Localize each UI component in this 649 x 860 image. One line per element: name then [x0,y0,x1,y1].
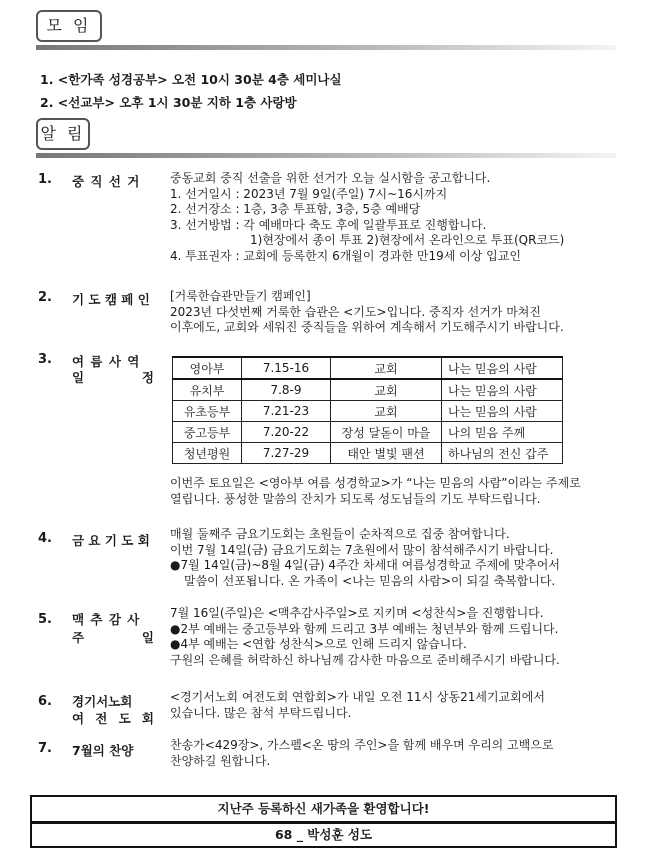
table-cell: 영아부 [173,357,242,379]
table-cell: 7.15-16 [242,357,331,379]
table-cell: 중고등부 [173,422,242,443]
notice-number: 3. [38,352,52,367]
notice-line: 이번주 토요일은 <영아부 여름 성경학교>가 “나는 믿음의 사람”이라는 주제로 [170,476,581,490]
table-cell: 7.27-29 [242,443,331,464]
welcome-banner: 지난주 등록하신 새가족을 환영합니다! [30,795,617,823]
meeting-item: 2. <선교부> 오후 1시 30분 지하 1층 사랑방 [40,95,297,110]
notice-title: 주 일 [72,630,154,645]
new-member-banner: 68 _ 박성훈 성도 [30,822,617,848]
notice-title: 일 정 [72,370,154,385]
notice-title: 여 름 사 역 [72,354,141,369]
table-cell: 교회 [331,401,442,422]
table-row [173,401,563,422]
notice-line: 2023년 다섯번째 거룩한 습관은 <기도>입니다. 중직자 선거가 마쳐진 [170,304,541,319]
notice-title: 경기서노회 [72,694,133,709]
notice-line: 찬송가<429장>, 가스펠<온 땅의 주인>을 함께 배우며 우리의 고백으로 [170,738,554,752]
table-row [173,443,563,464]
section-rule [36,45,616,50]
notice-line: 있습니다. 많은 참석 부탁드립니다. [170,705,352,720]
notice-body [170,738,553,769]
notice-title: 기 도 캠 페 인 [72,292,150,307]
notice-title: 맥 추 감 사 [72,612,141,627]
notice-line: 말씀이 선포됩니다. 온 가족이 <나는 믿음의 사람>이 되길 축복합니다. [184,573,556,588]
notice-body [170,476,581,507]
notice-line: 매월 둘째주 금요기도회는 초원들이 순차적으로 집중 참여합니다. [170,527,510,541]
table-cell: 7.20-22 [242,422,331,443]
notice-line: 구원의 은혜를 허락하신 하나님께 감사한 마음으로 준비해주시기 바랍니다. [170,652,560,667]
notice-line: 이후에도, 교회와 세워진 중직들을 위하여 계속해서 기도해주시기 바랍니다. [170,320,564,334]
table-cell: 유초등부 [173,401,242,422]
notice-title: 금 요 기 도 회 [72,533,150,548]
notice-line: ●2부 예배는 중고등부와 함께 드리고 3부 예배는 청년부와 함께 드립니다. [170,621,559,636]
notice-body [170,289,564,336]
table-cell: 하나님의 전신 갑주 [442,443,563,464]
notice-title: 7월의 찬양 [72,743,134,758]
notice-body [170,690,545,721]
table-cell: 7.8-9 [242,379,331,401]
notice-line: 4. 투표권자 : 교회에 등록한지 6개월이 경과한 만19세 이상 입교인 [170,248,521,263]
table-row [173,422,563,443]
table-cell: 7.21-23 [242,401,331,422]
notice-number: 7. [38,741,52,756]
notice-number: 5. [38,612,52,627]
table-cell: 교회 [331,357,442,379]
notice-line: 찬양하길 원합니다. [170,753,271,768]
notice-line: [거룩한습관만들기 캠페인] [170,289,311,303]
notice-line: 3. 선거방법 : 각 예배마다 축도 후에 일괄투표로 진행합니다. [170,217,487,232]
notice-body [170,606,560,668]
notice-body [170,527,560,589]
notice-line: 이번 7월 14일(금) 금요기도회는 7초원에서 많이 참석해주시기 바랍니다. [170,542,554,557]
table-cell: 나의 믿음 주께 [442,422,563,443]
table-cell: 나는 믿음의 사람 [442,357,563,379]
section-tab-notices: 알 림 [36,118,90,150]
table-cell: 나는 믿음의 사람 [442,401,563,422]
table-cell: 태안 별빛 팬션 [331,443,442,464]
section-rule [36,153,616,158]
notice-line: ●4부 예배는 <연합 성찬식>으로 인해 드리지 않습니다. [170,637,467,651]
notice-title: 중 직 선 거 [72,174,140,189]
notice-line: <경기서노회 여전도회 연합회>가 내일 오전 11시 상동21세기교회에서 [170,690,545,704]
notice-line: ●7월 14일(금)~8월 4일(금) 4주간 차세대 여름성경학교 주제에 맞추어서 [170,558,560,572]
notice-body [170,171,564,264]
table-row [173,379,563,401]
summer-schedule-table [172,356,563,464]
notice-line: 1. 선거일시 : 2023년 7월 9일(주일) 7시~16시까지 [170,186,448,201]
table-cell: 나는 믿음의 사람 [442,379,563,401]
notice-number: 1. [38,172,52,187]
table-cell: 청년평원 [173,443,242,464]
notice-line: 2. 선거장소 : 1층, 3층 투표함, 3층, 5층 예배당 [170,202,421,216]
notice-line: 7월 16일(주일)은 <맥추감사주일>로 지키며 <성찬식>을 진행합니다. [170,606,544,620]
table-cell: 유치부 [173,379,242,401]
notice-line: 열립니다. 풍성한 말씀의 잔치가 되도록 성도님들의 기도 부탁드립니다. [170,491,541,506]
section-tab-meetings: 모 임 [36,10,102,42]
notice-title: 여 전 도 회 [72,711,154,726]
notice-number: 2. [38,290,52,305]
meeting-item: 1. <한가족 성경공부> 오전 10시 30분 4층 세미나실 [40,72,342,87]
table-cell: 교회 [331,379,442,401]
notice-line: 1)현장에서 종이 투표 2)현장에서 온라인으로 투표(QR코드) [250,233,565,247]
table-row [173,357,563,379]
notice-number: 4. [38,531,52,546]
table-cell: 장성 달돋이 마을 [331,422,442,443]
notice-number: 6. [38,694,52,709]
notice-line: 중동교회 중직 선출을 위한 선거가 오늘 실시함을 공고합니다. [170,171,491,185]
